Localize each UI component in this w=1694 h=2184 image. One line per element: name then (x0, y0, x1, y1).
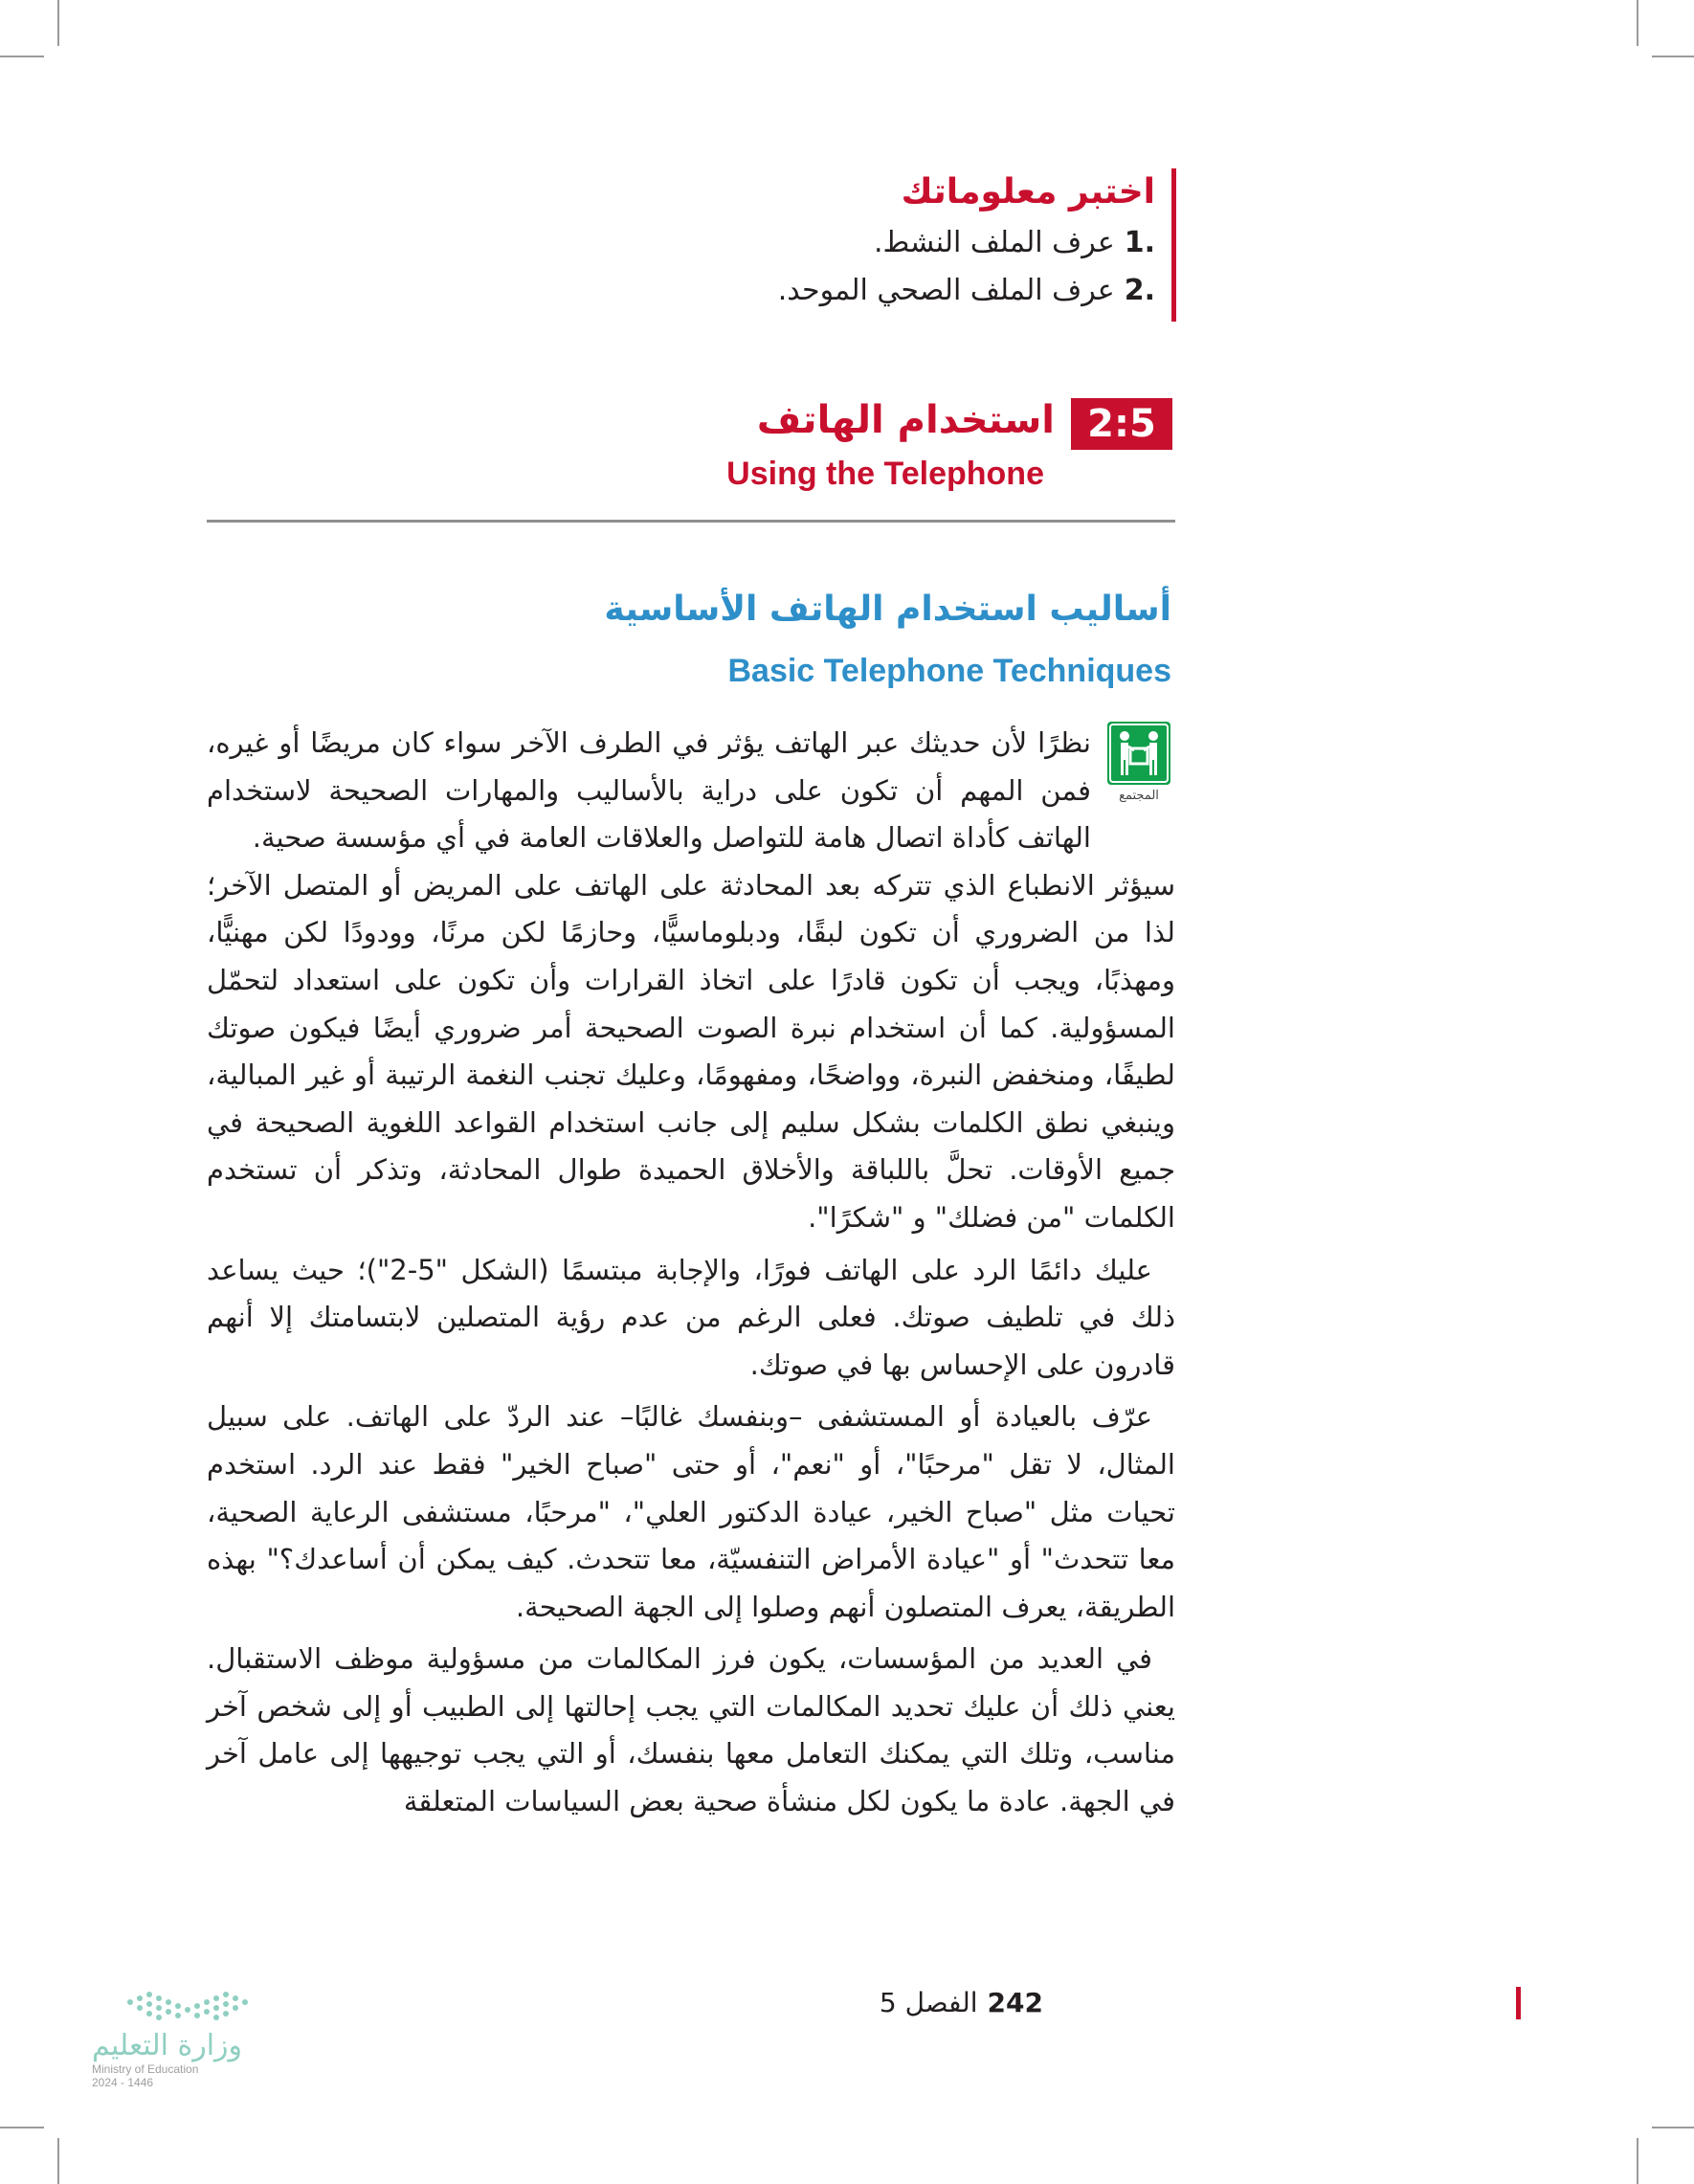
crop-mark-top-left-v (57, 0, 59, 46)
paragraph: عرّف بالعيادة أو المستشفى –وبنفسك غالبًا– عند الردّ على الهاتف. على سبيل المثال، لا تقل "مرحبًا"، أو "نعم"، أو حتى "صباح الخير" فقط عند الرد. استخدم تحيات مثل "صباح الخير، عيادة الدكتور العلي"، "مرحبًا، مستشفى الرعاية الصحية، معا تتحدث" أو "عيادة الأمراض التنفسيّة، معا تتحدث. كيف يمكن أن أساعدك؟" بهذه الطريقة، يعرف المتصلون أنهم وصلوا إلى الجهة الصحيحة. (207, 1400, 1175, 1623)
section-number-badge: 2:5 (1071, 398, 1172, 450)
paragraph: عليك دائمًا الرد على الهاتف فورًا، والإجابة مبتسمًا (الشكل "5-2")؛ حيث يساعد ذلك في تلطيف صوتك. فعلى الرغم من عدم رؤية المتصلين لابتسامتك إلا أنهم قادرون على الإحساس بها في صوتك. (207, 1253, 1175, 1381)
quiz-item-text: عرف الملف النشط. (873, 226, 1115, 259)
crop-mark-bottom-left-h (0, 2127, 44, 2128)
page-number-bar (1516, 1987, 1521, 2019)
quiz-item (778, 274, 1155, 307)
crop-mark-top-left-h (0, 56, 44, 57)
section-title-english: Using the Telephone (726, 456, 1044, 492)
paragraph: نظرًا لأن حديثك عبر الهاتف يؤثر في الطرف الآخر سواء كان مريضًا أو غيره، فمن المهم أن تكون على دراية بالأساليب والمهارات الصحيحة لاستخدام الهاتف كأداة اتصال هامة للتواصل والعلاقات العامة في أي مؤسسة صحية. (207, 726, 1091, 855)
quiz-item-number: .2 (1124, 274, 1155, 307)
paragraph: في العديد من المؤسسات، يكون فرز المكالمات من مسؤولية موظف الاستقبال. يعني ذلك أن عليك تحديد المكالمات التي يجب إحالتها إلى الطبيب أو إلى شخص آخر مناسب، وتلك التي يمكنك التعامل معها بنفسك، أو التي يجب توجيهها إلى عامل آخر في الجهة. عادة ما يكون لكل منشأة صحية بعض السياسات المتعلقة (207, 1642, 1175, 1818)
ministry-year: 2024 - 1446 (92, 2076, 154, 2089)
subsection-title-arabic: أساليب استخدام الهاتف الأساسية (604, 590, 1171, 629)
crop-mark-bottom-right-h (1652, 2127, 1694, 2128)
crop-mark-bottom-left-v (57, 2138, 59, 2184)
crop-mark-top-right-h (1652, 56, 1694, 57)
ministry-logo (92, 1981, 274, 2089)
quiz-item (874, 226, 1155, 259)
quiz-item-text: عرف الملف الصحي الموحد. (777, 274, 1115, 307)
test-your-knowledge-box (689, 165, 1176, 322)
page-number: 242 (987, 1987, 1043, 2018)
ministry-name-arabic: وزارة التعليم (92, 2029, 243, 2062)
page-footer (880, 1987, 1043, 2018)
crop-mark-top-right-v (1637, 0, 1638, 46)
chapter-label: الفصل 5 (879, 1987, 978, 2018)
community-label: المجتمع (1119, 789, 1159, 803)
quiz-item-number: .1 (1124, 226, 1155, 259)
paragraph: سيؤثر الانطباع الذي تتركه بعد المحادثة على الهاتف على المريض أو المتصل الآخر؛ لذا من الضروري أن تكون لبقًا، ودبلوماسيًّا، وحازمًا لكن مرنًا، وودودًا لكن مهنيًّا، ومهذبًا، ويجب أن تكون قادرًا على اتخاذ القرارات وأن تكون على استعداد لتحمّل المسؤولية. كما أن استخدام نبرة الصوت الصحيحة أمر ضروري أيضًا فيكون صوتك لطيفًا، ومنخفض النبرة، وواضحًا، ومفهومًا، وعليك تجنب النغمة الرتيبة أو غير المبالية، وينبغي نطق الكلمات بشكل سليم إلى جانب استخدام القواعد اللغوية الصحيحة في جميع الأوقات. تحلَّ باللباقة والأخلاق الحميدة طوال المحادثة، وتذكر أن تستخدم الكلمات "من فضلك" و "شكرًا". (207, 868, 1175, 1234)
ministry-logo-icon (121, 1981, 264, 2029)
quiz-title: اختبر معلوماتك (901, 172, 1155, 212)
section-divider (207, 520, 1175, 523)
crop-mark-bottom-right-v (1637, 2138, 1638, 2184)
quiz-accent-bar (1171, 168, 1176, 322)
ministry-name-english: Ministry of Education (92, 2062, 199, 2076)
body-text (207, 720, 1175, 1826)
section-title-arabic: استخدام الهاتف (756, 398, 1055, 442)
subsection-title-english: Basic Telephone Techniques (727, 653, 1171, 689)
